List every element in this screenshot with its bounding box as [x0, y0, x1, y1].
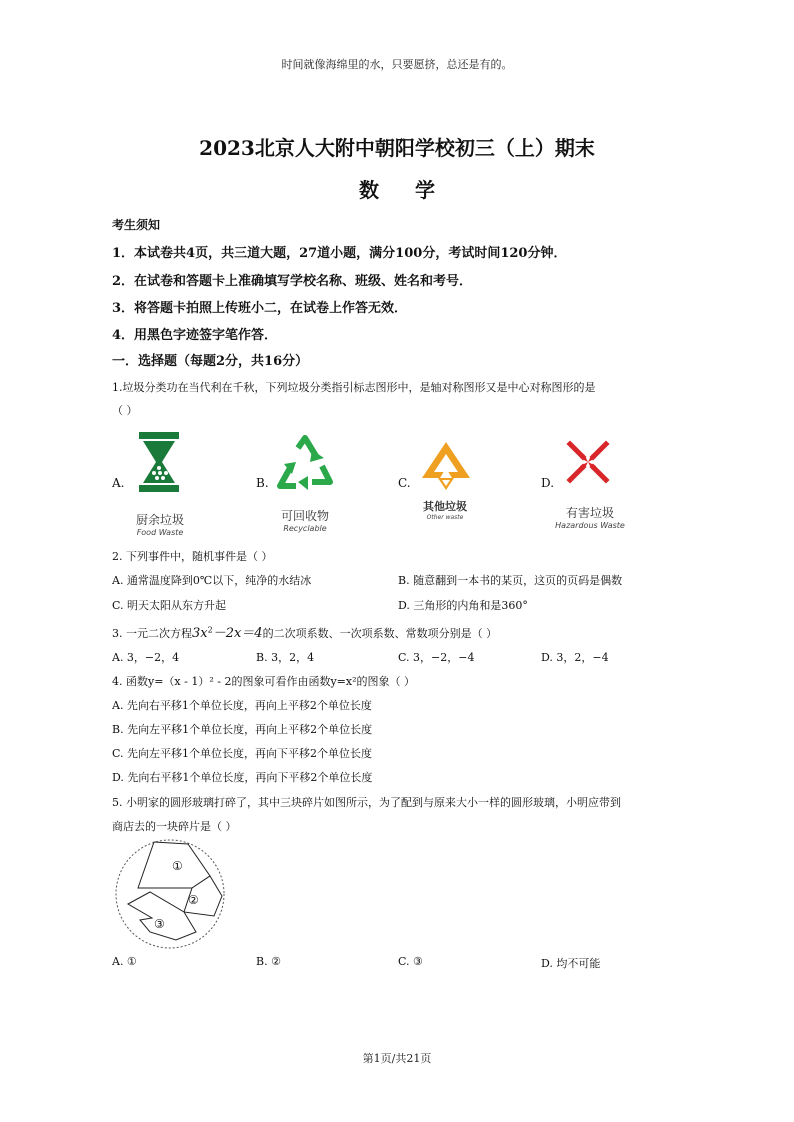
- q4-option-c: C. 先向左平移1个单位长度，再向下平移2个单位长度: [112, 747, 373, 760]
- q5-stem-line2: 商店去的一块碎片是（ ）: [112, 820, 237, 833]
- figure-label-2: ②: [188, 893, 199, 907]
- hazardous-waste-caption: [550, 504, 630, 530]
- broken-glass-figure: [110, 836, 230, 952]
- notice-item-1: 1．本试卷共4页，共三道大题，27道小题，满分100分，考试时间120分钟．: [112, 246, 567, 261]
- notice-heading: 考生须知: [112, 218, 161, 232]
- hazardous-waste-en: Hazardous Waste: [555, 521, 625, 530]
- hazardous-waste-cn: 有害垃圾: [565, 506, 614, 520]
- q3-equation-exp: 2: [207, 625, 213, 635]
- other-waste-icon: [418, 440, 474, 492]
- q1-option-c-letter: C.: [398, 476, 411, 490]
- q1-stem-line2: （ ）: [112, 404, 138, 417]
- q2-option-a: A. 通常温度降到0℃以下，纯净的水结冰: [112, 574, 312, 587]
- food-waste-caption: [120, 511, 200, 537]
- section-heading: 一．选择题（每题2分，共16分）: [112, 354, 309, 369]
- notice-item-4: 4．用黑色字迹签字笔作答．: [112, 328, 278, 343]
- other-waste-en: Other waste: [426, 514, 464, 521]
- recyclable-cn: 可回收物: [280, 509, 329, 523]
- q4-option-a: A. 先向右平移1个单位长度，再向上平移2个单位长度: [112, 699, 372, 712]
- q3-stem-suffix: 的二次项系数、一次项系数、常数项分别是（ ）: [262, 627, 498, 640]
- recyclable-icon: [272, 434, 338, 494]
- recyclable-caption: [265, 507, 345, 533]
- q3-equation-b: －2x＝4: [212, 626, 263, 641]
- hazardous-waste-icon: [566, 440, 610, 484]
- q2-option-c: C. 明天太阳从东方升起: [112, 599, 227, 612]
- q4-stem: 4. 函数y=（x - 1）² - 2的图象可看作由函数y=x²的图象（ ）: [112, 675, 415, 688]
- q3-stem-prefix: 3. 一元二次方程: [112, 627, 192, 640]
- q2-option-d: D. 三角形的内角和是360°: [398, 599, 528, 612]
- q1-option-d-letter: D.: [541, 476, 555, 490]
- figure-label-3: ③: [154, 917, 165, 931]
- subject-char-1: 数: [359, 178, 379, 202]
- q4-option-b: B. 先向左平移1个单位长度，再向上平移2个单位长度: [112, 723, 373, 736]
- food-waste-icon: [135, 430, 183, 494]
- q4-option-d: D. 先向右平移1个单位长度，再向下平移2个单位长度: [112, 771, 373, 784]
- q3-option-a: A. 3，−2，4: [112, 651, 180, 664]
- q3-option-b: B. 3，2，4: [256, 651, 315, 664]
- q2-stem: 2. 下列事件中，随机事件是（ ）: [112, 550, 273, 563]
- q3-option-d: D. 3，2，−4: [541, 651, 609, 664]
- food-waste-en: Food Waste: [136, 528, 184, 537]
- recyclable-en: Recyclable: [283, 524, 327, 533]
- subject-title: [0, 174, 794, 203]
- q5-option-a: A. ①: [112, 955, 137, 968]
- notice-item-3: 3．将答题卡拍照上传班小二，在试卷上作答无效．: [112, 301, 408, 316]
- notice-item-2: 2．在试卷和答题卡上准确填写学校名称、班级、姓名和考号．: [112, 274, 473, 289]
- q3-option-c: C. 3，−2，−4: [398, 651, 475, 664]
- page-title: 2023北京人大附中朝阳学校初三（上）期末: [199, 136, 595, 160]
- q5-option-d: D. 均不可能: [541, 957, 601, 970]
- q2-option-b: B. 随意翻到一本书的某页，这页的页码是偶数: [398, 574, 623, 587]
- subject-char-2: 学: [415, 178, 435, 202]
- other-waste-cn: 其他垃圾: [423, 500, 467, 513]
- other-waste-caption: [405, 498, 485, 521]
- q5-stem-line1: 5. 小明家的圆形玻璃打碎了，其中三块碎片如图所示，为了配到与原来大小一样的圆形玻璃，小明应带到: [112, 796, 621, 809]
- q1-stem-line1: 1.垃圾分类功在当代利在千秋，下列垃圾分类指引标志图形中，是轴对称图形又是中心对称图形的是: [112, 381, 596, 394]
- header-quote: 时间就像海绵里的水，只要愿挤，总还是有的。: [281, 58, 513, 71]
- figure-label-1: ①: [172, 859, 183, 873]
- q3-equation-a: 3x: [192, 626, 208, 641]
- q1-option-a-letter: A.: [112, 476, 125, 490]
- q3-stem: [112, 622, 497, 641]
- food-waste-cn: 厨余垃圾: [135, 513, 184, 527]
- q1-option-b-letter: B.: [256, 476, 269, 490]
- q5-option-b: B. ②: [256, 955, 281, 968]
- q5-option-c: C. ③: [398, 955, 423, 968]
- page-footer: 第1页/共21页: [362, 1052, 432, 1065]
